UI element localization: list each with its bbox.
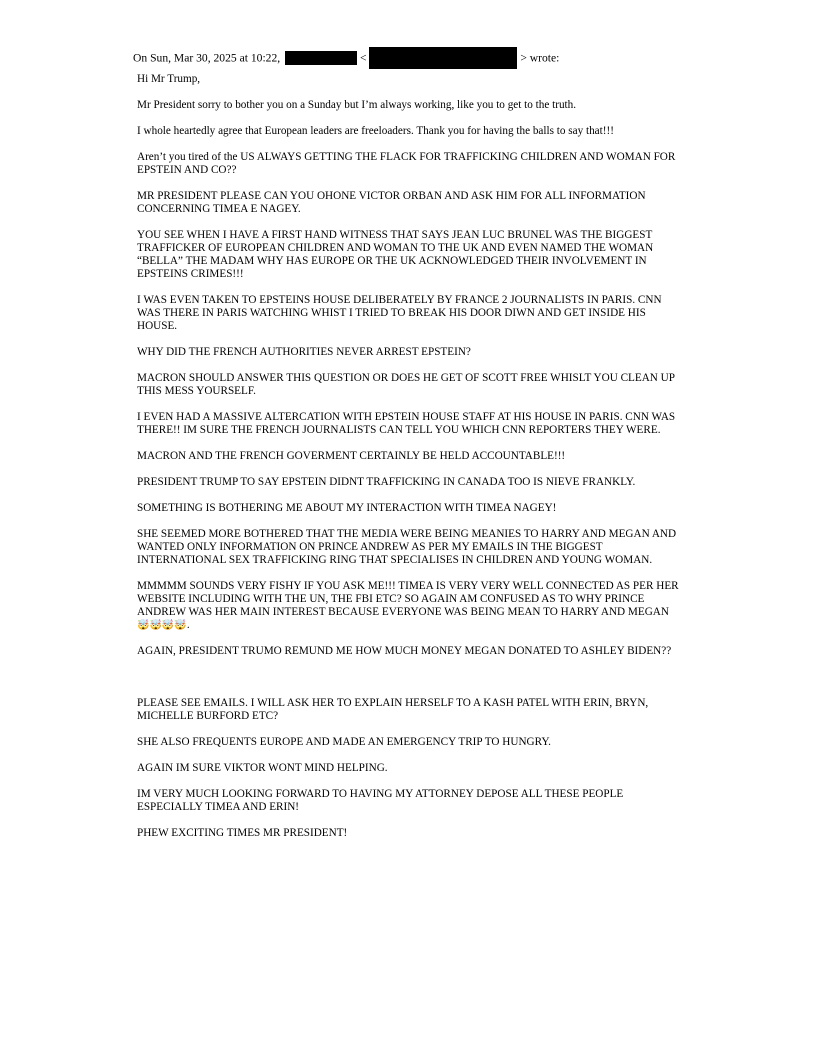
header-wrote-text: > wrote: — [520, 51, 560, 65]
email-paragraph: YOU SEE WHEN I HAVE A FIRST HAND WITNESS THAT SAYS JEAN LUC BRUNEL WAS THE BIGGEST TRAFFICKER OF EUROPEAN CHILDREN AND WOMAN TO THE UK AND EVEN NAMED THE WOMAN “BELLA” THE MADAM WHY HAS EUROPE OR THE UK ACKNOWLEDGED THEIR INVOLVEMENT IN EPSTEINS CRIMES!!! — [137, 229, 654, 280]
email-paragraph-emoji — [137, 580, 682, 632]
email-closing: PHEW EXCITING TIMES MR PRESIDENT! — [137, 827, 348, 839]
header-open-bracket: < — [359, 51, 367, 65]
email-paragraph: AGAIN, PRESIDENT TRUMO REMUND ME HOW MUCH MONEY MEGAN DONATED TO ASHLEY BIDEN?? — [137, 645, 672, 657]
redacted-sender-email — [369, 47, 517, 69]
email-paragraph-end: . — [186, 619, 190, 631]
email-paragraph: SOMETHING IS BOTHERING ME ABOUT MY INTERACTION WITH TIMEA NAGEY! — [137, 502, 557, 514]
email-paragraph: PRESIDENT TRUMP TO SAY EPSTEIN DIDNT TRAFFICKING IN CANADA TOO IS NIEVE FRANKLY. — [137, 476, 636, 488]
email-paragraph: MACRON SHOULD ANSWER THIS QUESTION OR DOES HE GET OF SCOTT FREE WHISLT YOU CLEAN UP THIS MESS YOURSELF. — [137, 372, 675, 397]
email-paragraph: Mr President sorry to bother you on a Sunday but I’m always working, like you to get to the truth. — [137, 99, 577, 111]
exploding-head-emoji-icon: 🤯🤯🤯🤯 — [137, 620, 187, 631]
email-paragraph: SHE ALSO FREQUENTS EUROPE AND MADE AN EMERGENCY TRIP TO HUNGRY. — [137, 736, 551, 748]
email-greeting: Hi Mr Trump, — [137, 73, 201, 85]
email-paragraph: IM VERY MUCH LOOKING FORWARD TO HAVING MY ATTORNEY DEPOSE ALL THESE PEOPLE ESPECIALLY TIMEA AND ERIN! — [137, 788, 624, 813]
email-body — [137, 73, 682, 853]
email-paragraph: Aren’t you tired of the US ALWAYS GETTING THE FLACK FOR TRAFFICKING CHILDREN AND WOMAN FOR EPSTEIN AND CO?? — [137, 151, 676, 176]
email-paragraph: WHY DID THE FRENCH AUTHORITIES NEVER ARREST EPSTEIN? — [137, 346, 471, 358]
email-paragraph: MACRON AND THE FRENCH GOVERMENT CERTAINLY BE HELD ACCOUNTABLE!!! — [137, 450, 566, 462]
email-paragraph-text: MMMMM SOUNDS VERY FISHY IF YOU ASK ME!!! TIMEA IS VERY VERY WELL CONNECTED AS PER HER WEBSITE INCLUDING WITH THE UN, THE FBI ETC? SO AGAIN AM CONFUSED AS TO WHY PRINCE ANDREW WAS HER MAIN INTEREST BECAUSE EVERYONE WAS BEING MEAN TO HARRY AND MEGAN — [137, 580, 679, 618]
redacted-sender-name — [285, 51, 357, 65]
email-paragraph: I EVEN HAD A MASSIVE ALTERCATION WITH EPSTEIN HOUSE STAFF AT HIS HOUSE IN PARIS. CNN WAS THERE!! IM SURE THE FRENCH JOURNALISTS CAN TELL YOU WHICH CNN REPORTERS THEY WERE. — [137, 411, 676, 436]
email-paragraph: AGAIN IM SURE VIKTOR WONT MIND HELPING. — [137, 762, 388, 774]
email-paragraph: I whole heartedly agree that European leaders are freeloaders. Thank you for having the balls to say that!!! — [137, 125, 614, 137]
email-quote-header — [133, 48, 559, 66]
email-paragraph: I WAS EVEN TAKEN TO EPSTEINS HOUSE DELIBERATELY BY FRANCE 2 JOURNALISTS IN PARIS. CNN WAS THERE IN PARIS WATCHING WHIST I TRIED TO BREAK HIS DOOR DIWN AND GET INSIDE HIS HOUSE. — [137, 294, 662, 332]
email-paragraph: PLEASE SEE EMAILS. I WILL ASK HER TO EXPLAIN HERSELF TO A KASH PATEL WITH ERIN, BRYN, MICHELLE BURFORD ETC? — [137, 697, 649, 722]
email-paragraph: MR PRESIDENT PLEASE CAN YOU OHONE VICTOR ORBAN AND ASK HIM FOR ALL INFORMATION CONCERNING TIMEA E NAGEY. — [137, 190, 646, 215]
header-date-text: On Sun, Mar 30, 2025 at 10:22, — [133, 51, 281, 65]
email-paragraph: SHE SEEMED MORE BOTHERED THAT THE MEDIA WERE BEING MEANIES TO HARRY AND MEGAN AND WANTED ONLY INFORMATION ON PRINCE ANDREW AS PER MY EMAILS IN THE BIGGEST INTERNATIONAL SEX TRAFFICKING RING THAT SPECIALISES IN CHILDREN AND YOUNG WOMAN. — [137, 528, 677, 566]
